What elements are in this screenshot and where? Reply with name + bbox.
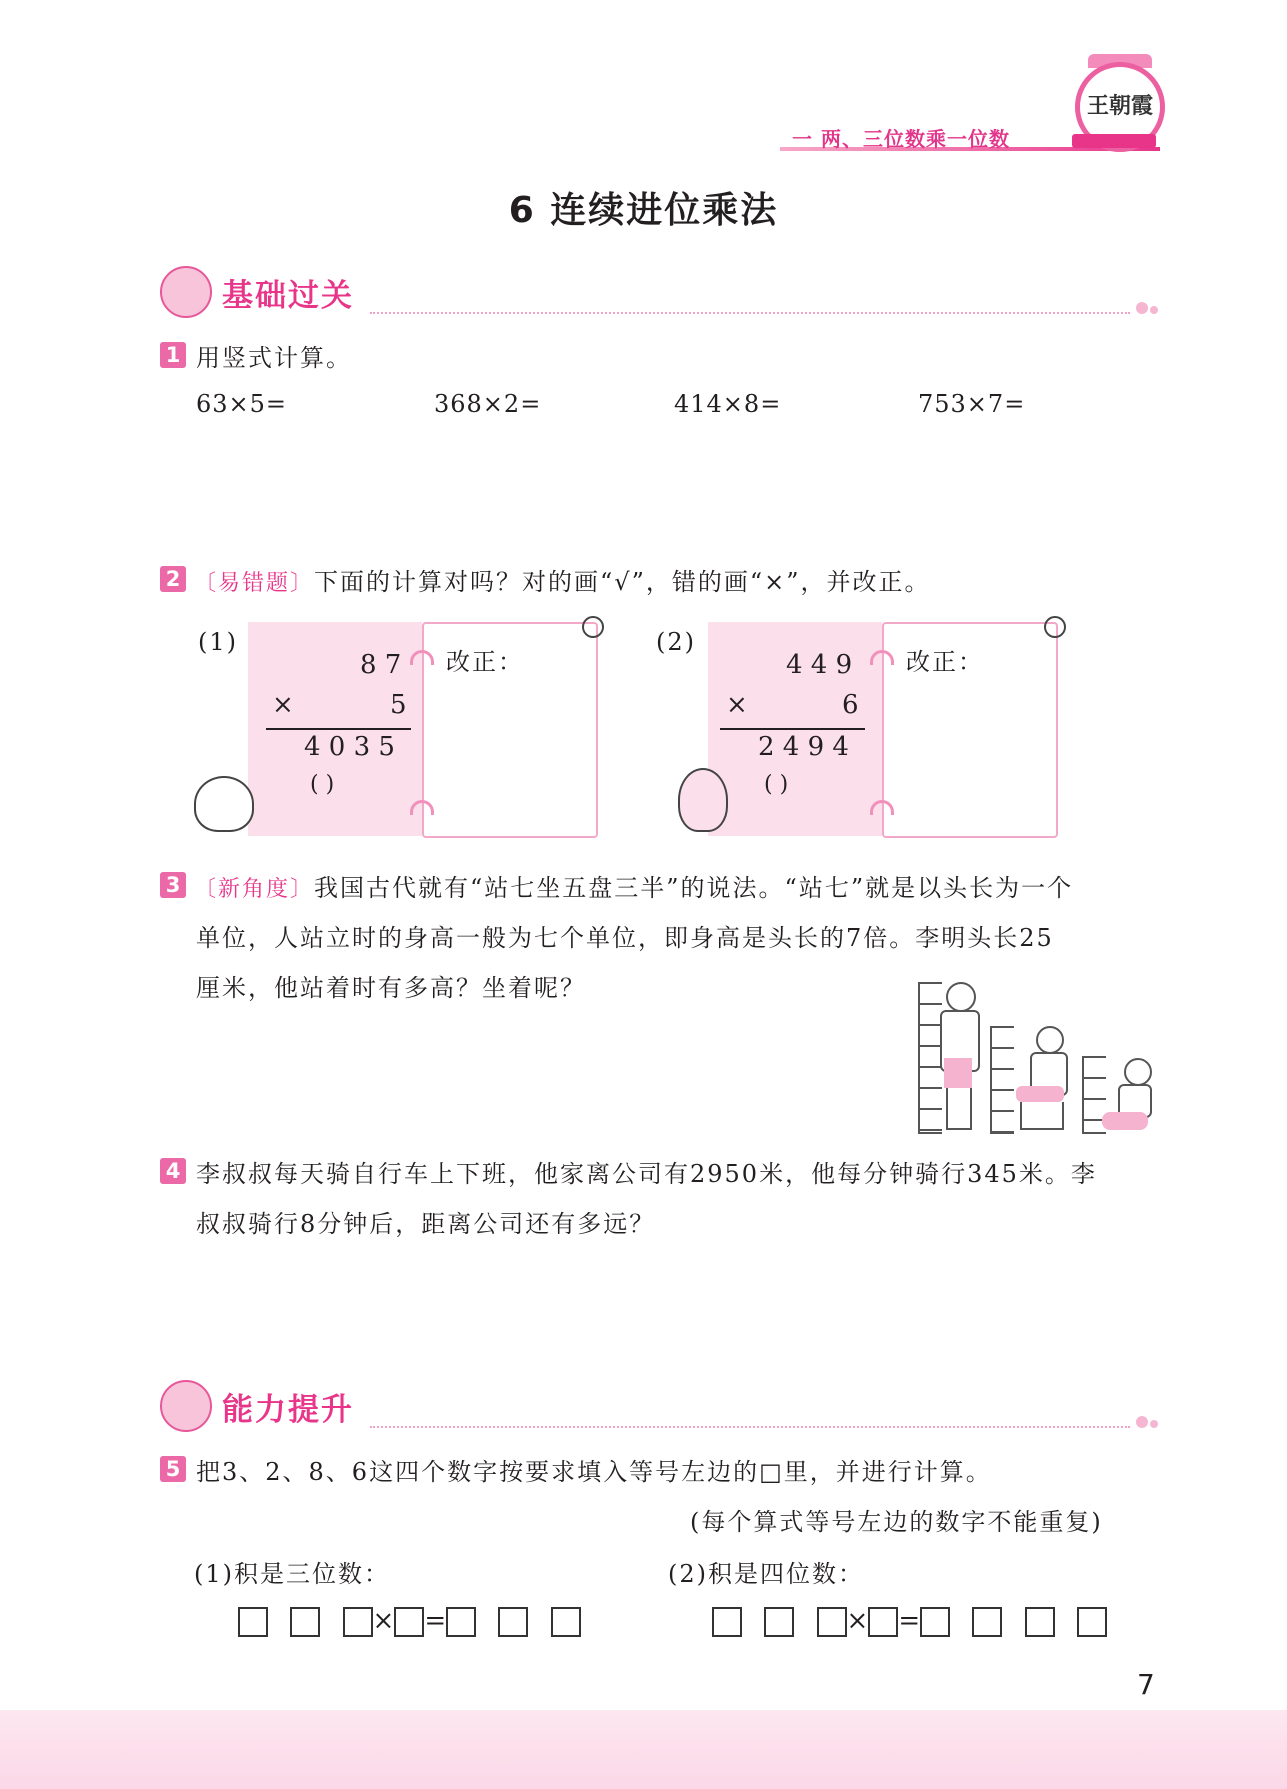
part-label: (1)积是三位数： bbox=[194, 1560, 390, 1588]
standing-boy-shorts bbox=[944, 1058, 972, 1088]
equals-sign: = bbox=[424, 1606, 447, 1636]
question-number: 4 bbox=[160, 1158, 186, 1184]
digit-box[interactable] bbox=[290, 1607, 320, 1637]
section-title-basic: 基础过关 bbox=[222, 278, 354, 314]
height-ruler bbox=[918, 982, 942, 1134]
part-label: (1) bbox=[198, 628, 238, 656]
expression-2: 368×2= bbox=[434, 390, 542, 418]
expression-4: 753×7= bbox=[918, 390, 1026, 418]
bird-mascot-icon bbox=[194, 776, 254, 832]
digit-box[interactable] bbox=[972, 1607, 1002, 1637]
section-title-advanced: 能力提升 bbox=[222, 1392, 354, 1428]
logo-ribbon bbox=[1072, 134, 1156, 148]
part-label: (2)积是四位数： bbox=[668, 1560, 864, 1588]
section-divider bbox=[370, 312, 1130, 314]
monkey-avatar-icon bbox=[160, 1380, 212, 1432]
calc-top: 4 4 9 bbox=[786, 650, 853, 680]
question-text: 把3、2、8、6这四个数字按要求填入等号左边的□里，并进行计算。 bbox=[196, 1458, 992, 1486]
divider-dot-icon bbox=[1136, 1416, 1148, 1428]
question-text: 单位，人站立时的身高一般为七个单位，即身高是头长的7倍。李明头长25 bbox=[196, 924, 1054, 952]
question-line bbox=[194, 562, 931, 597]
chapter-title: 一 两、三位数乘一位数 bbox=[792, 127, 1010, 151]
question-tag: 〔易错题〕 bbox=[194, 571, 315, 596]
digit-box[interactable] bbox=[1025, 1607, 1055, 1637]
times-sign: × bbox=[372, 1606, 395, 1636]
digit-box[interactable] bbox=[498, 1607, 528, 1637]
calc-multiplier: 6 bbox=[842, 690, 859, 720]
question-number: 5 bbox=[160, 1456, 186, 1482]
calc-result: 2 4 9 4 bbox=[758, 732, 849, 762]
answer-paren[interactable]: ( ) bbox=[310, 772, 335, 797]
calc-times-sign: × bbox=[272, 690, 294, 720]
sitting-boy-head bbox=[1036, 1026, 1064, 1054]
answer-paren[interactable]: ( ) bbox=[764, 772, 789, 797]
height-ruler bbox=[990, 1026, 1014, 1134]
correction-label: 改正： bbox=[446, 648, 524, 676]
part-label: (2) bbox=[656, 628, 696, 656]
question-line bbox=[194, 868, 1073, 903]
section-divider bbox=[370, 1426, 1130, 1428]
question-text: 叔叔骑行8分钟后，距离公司还有多远？ bbox=[196, 1210, 656, 1238]
divider-dot-icon bbox=[1150, 306, 1158, 314]
digit-box[interactable] bbox=[817, 1607, 847, 1637]
stethoscope-icon bbox=[582, 616, 604, 638]
expression-1: 63×5= bbox=[196, 390, 288, 418]
kneeling-boy-head bbox=[1124, 1058, 1152, 1086]
question-number: 1 bbox=[160, 342, 186, 368]
girl-avatar-icon bbox=[160, 266, 212, 318]
question-text: 下面的计算对吗？对的画“√”，错的画“×”，并改正。 bbox=[314, 568, 931, 596]
question-text: 厘米，他站着时有多高？坐着呢？ bbox=[196, 974, 586, 1002]
digit-box[interactable] bbox=[1077, 1607, 1107, 1637]
footer-band bbox=[0, 1710, 1287, 1789]
standing-boy-legs bbox=[946, 1088, 972, 1130]
standing-boy-head bbox=[946, 982, 976, 1012]
question-number: 3 bbox=[160, 872, 186, 898]
calc-times-sign: × bbox=[726, 690, 748, 720]
digit-box[interactable] bbox=[343, 1607, 373, 1637]
digit-box[interactable] bbox=[551, 1607, 581, 1637]
question-text: 我国古代就有“站七坐五盘三半”的说法。“站七”就是以头长为一个 bbox=[314, 874, 1074, 902]
calc-multiplier: 5 bbox=[390, 690, 407, 720]
question-text: 用竖式计算。 bbox=[196, 344, 352, 372]
calc-result: 4 0 3 5 bbox=[304, 732, 395, 762]
calc-top: 8 7 bbox=[360, 650, 402, 680]
equation-three-digit bbox=[238, 1606, 581, 1637]
question-note: (每个算式等号左边的数字不能重复) bbox=[690, 1508, 1103, 1536]
digit-box[interactable] bbox=[764, 1607, 794, 1637]
digit-box[interactable] bbox=[868, 1607, 898, 1637]
times-sign: × bbox=[846, 1606, 869, 1636]
bird-mascot-icon bbox=[678, 768, 728, 832]
equation-four-digit bbox=[712, 1606, 1107, 1637]
digit-box[interactable] bbox=[446, 1607, 476, 1637]
digit-box[interactable] bbox=[394, 1607, 424, 1637]
digit-box[interactable] bbox=[238, 1607, 268, 1637]
divider-dot-icon bbox=[1136, 302, 1148, 314]
question-number: 2 bbox=[160, 566, 186, 592]
equals-sign: = bbox=[898, 1606, 921, 1636]
logo-text: 王朝霞 bbox=[1086, 93, 1153, 119]
sitting-boy-shorts bbox=[1016, 1086, 1064, 1102]
question-tag: 〔新角度〕 bbox=[194, 877, 315, 902]
page-title: 6 连续进位乘法 bbox=[508, 190, 779, 231]
page-number: 7 bbox=[1137, 1668, 1155, 1701]
calc-rule bbox=[266, 728, 411, 730]
expression-3: 414×8= bbox=[674, 390, 782, 418]
stool bbox=[1020, 1102, 1064, 1130]
correction-label: 改正： bbox=[906, 648, 984, 676]
divider-dot-icon bbox=[1150, 1420, 1158, 1428]
digit-box[interactable] bbox=[920, 1607, 950, 1637]
question-text: 李叔叔每天骑自行车上下班，他家离公司有2950米，他每分钟骑行345米。李 bbox=[196, 1160, 1097, 1188]
kneeling-boy-legs bbox=[1102, 1112, 1148, 1130]
digit-box[interactable] bbox=[712, 1607, 742, 1637]
stethoscope-icon bbox=[1044, 616, 1066, 638]
calc-rule bbox=[720, 728, 865, 730]
